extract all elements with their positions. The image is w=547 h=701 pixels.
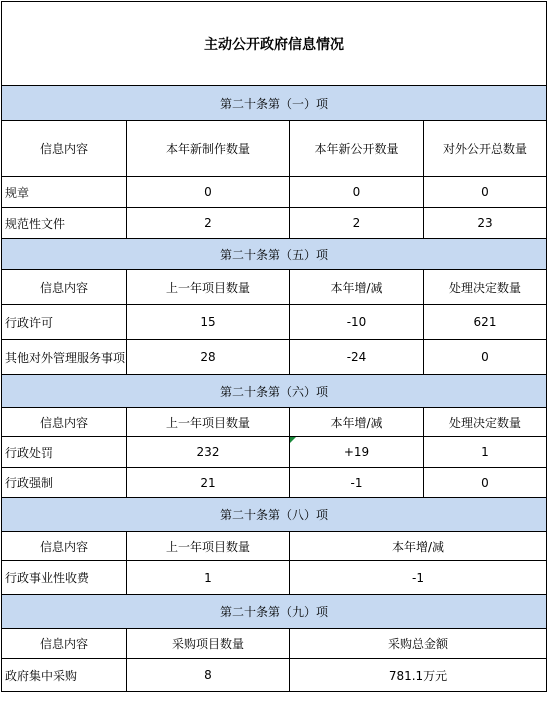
table-cell: 781.1万元 <box>290 659 547 692</box>
table-cell: +19 <box>290 437 424 468</box>
column-header: 信息内容 <box>2 121 127 177</box>
table-row <box>2 437 547 468</box>
column-header: 上一年项目数量 <box>127 270 290 305</box>
table-cell: 0 <box>424 177 547 208</box>
table-cell: -1 <box>290 468 424 498</box>
column-header: 本年新公开数量 <box>290 121 424 177</box>
column-header: 上一年项目数量 <box>127 532 290 561</box>
table-row <box>2 468 547 498</box>
section-heading: 第二十条第（九）项 <box>2 595 547 629</box>
table-cell: -10 <box>290 305 424 340</box>
row-label: 规章 <box>2 177 127 208</box>
column-header: 采购项目数量 <box>127 629 290 659</box>
table-row <box>2 305 547 340</box>
column-header: 本年增/减 <box>290 270 424 305</box>
row-label: 其他对外管理服务事项 <box>2 340 127 375</box>
section-heading: 第二十条第（六）项 <box>2 375 547 408</box>
row-label: 规范性文件 <box>2 208 127 239</box>
table-cell: 621 <box>424 305 547 340</box>
table-cell: 28 <box>127 340 290 375</box>
row-label: 行政强制 <box>2 468 127 498</box>
table-cell: 1 <box>424 437 547 468</box>
column-header: 采购总金额 <box>290 629 547 659</box>
table-cell: 232 <box>127 437 290 468</box>
column-header: 上一年项目数量 <box>127 408 290 437</box>
table-cell: 21 <box>127 468 290 498</box>
section-heading: 第二十条第（一）项 <box>2 86 547 121</box>
table-cell: 0 <box>290 177 424 208</box>
table-row <box>2 561 547 595</box>
table-cell: -1 <box>290 561 547 595</box>
table-row <box>2 177 547 208</box>
row-label: 政府集中采购 <box>2 659 127 692</box>
column-header: 本年新制作数量 <box>127 121 290 177</box>
column-header: 本年增/减 <box>290 408 424 437</box>
table-title: 主动公开政府信息情况 <box>2 2 547 86</box>
section-heading: 第二十条第（八）项 <box>2 498 547 532</box>
section-heading: 第二十条第（五）项 <box>2 239 547 270</box>
column-header: 对外公开总数量 <box>424 121 547 177</box>
column-header: 信息内容 <box>2 629 127 659</box>
row-label: 行政许可 <box>2 305 127 340</box>
info-disclosure-table <box>1 1 547 692</box>
row-label: 行政事业性收费 <box>2 561 127 595</box>
table-cell: 23 <box>424 208 547 239</box>
table-cell: 2 <box>127 208 290 239</box>
table-cell: 2 <box>290 208 424 239</box>
table-row <box>2 659 547 692</box>
table-cell: 15 <box>127 305 290 340</box>
table-cell: 8 <box>127 659 290 692</box>
row-label: 行政处罚 <box>2 437 127 468</box>
table-row <box>2 208 547 239</box>
table-cell: 0 <box>424 468 547 498</box>
table-cell: 1 <box>127 561 290 595</box>
column-header: 本年增/减 <box>290 532 547 561</box>
column-header: 信息内容 <box>2 270 127 305</box>
column-header: 处理决定数量 <box>424 270 547 305</box>
table-cell: 0 <box>127 177 290 208</box>
column-header: 信息内容 <box>2 408 127 437</box>
table-cell: -24 <box>290 340 424 375</box>
table-row <box>2 340 547 375</box>
column-header: 处理决定数量 <box>424 408 547 437</box>
table-cell: 0 <box>424 340 547 375</box>
column-header: 信息内容 <box>2 532 127 561</box>
